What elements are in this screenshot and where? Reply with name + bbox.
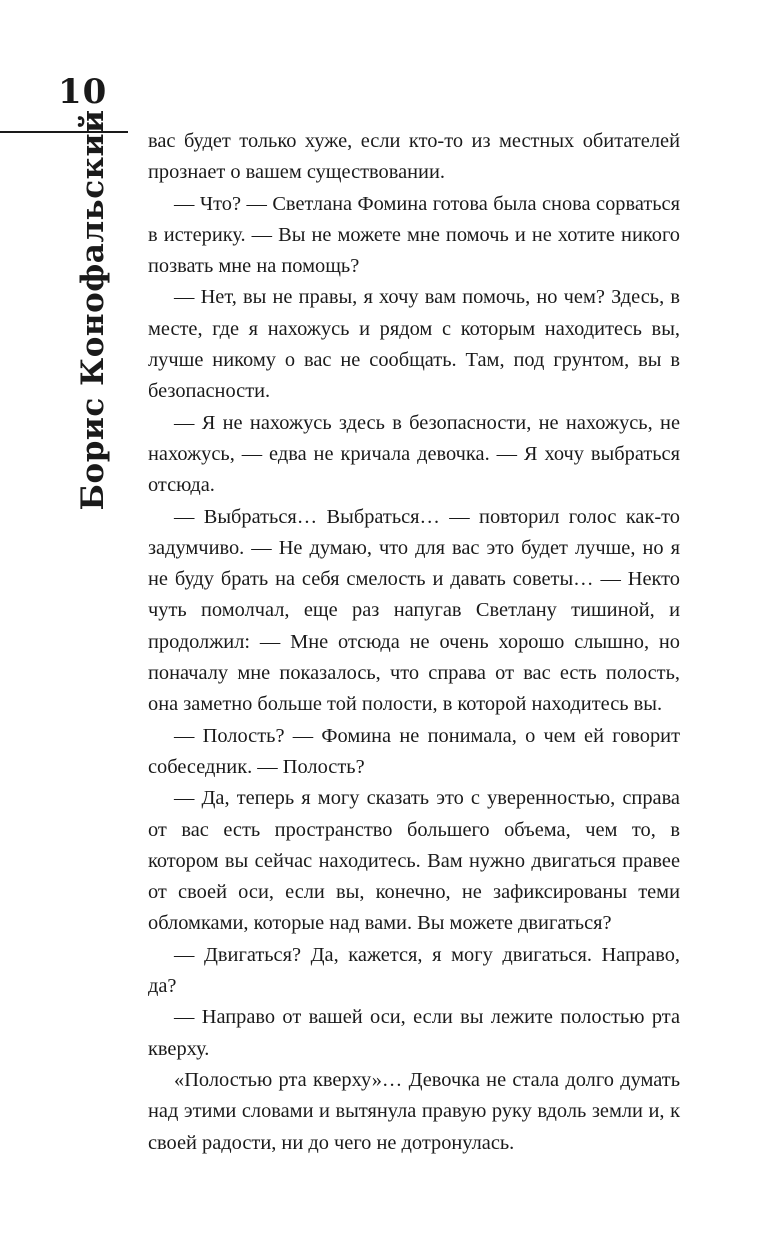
paragraph: — Двигаться? Да, кажется, я могу двигаться. Направо, да?	[148, 943, 680, 998]
paragraph: вас будет только хуже, если кто-то из местных обитателей прознает о вашем существовании.	[148, 130, 680, 184]
page-number: 10	[58, 72, 108, 112]
author-running-head: Борис Конофальский	[75, 109, 111, 511]
paragraph: — Нет, вы не правы, я хочу вам помочь, но чем? Здесь, в месте, где я нахожусь и рядом с которым находитесь вы, лучше никому о вас не сообщать. Там, под грунтом, вы в безопасности.	[148, 286, 680, 403]
paragraph: — Что? — Светлана Фомина готова была снова сорваться в истерику. — Вы не можете мне помочь и не хотите никого позвать мне на помощь?	[148, 192, 680, 278]
body-text	[148, 126, 680, 1159]
paragraph: — Да, теперь я могу сказать это с уверенностью, справа от вас есть пространство большего объема, чем то, в котором вы сейчас находитесь. Вам нужно двигаться правее от своей оси, если вы, конечно, не зафиксированы теми обломками, которые над вами. Вы можете двигаться?	[148, 787, 680, 935]
paragraph: — Полость? — Фомина не понимала, о чем ей говорит собеседник. — Полость?	[148, 724, 680, 778]
paragraph: «Полостью рта кверху»… Девочка не стала долго думать над этими словами и вытянула правую руку вдоль земли и, к своей радости, ни до чего не дотронулась.	[148, 1068, 680, 1154]
paragraph: — Выбраться… Выбраться… — повторил голос как-то задумчиво. — Не думаю, что для вас это будет лучше, но я не буду брать на себя смелость и давать советы… — Некто чуть помолчал, еще раз напугав Светлану тишиной, и продолжил: — Мне отсюда не очень хорошо слышно, но поначалу мне показалось, что справа от вас есть полость, она заметно больше той полости, в которой находитесь вы.	[148, 505, 680, 716]
paragraph: — Я не нахожусь здесь в безопасности, не нахожусь, не нахожусь, — едва не кричала девочка. — Я хочу выбраться отсюда.	[148, 411, 680, 497]
paragraph: — Направо от вашей оси, если вы лежите полостью рта кверху.	[148, 1006, 680, 1060]
